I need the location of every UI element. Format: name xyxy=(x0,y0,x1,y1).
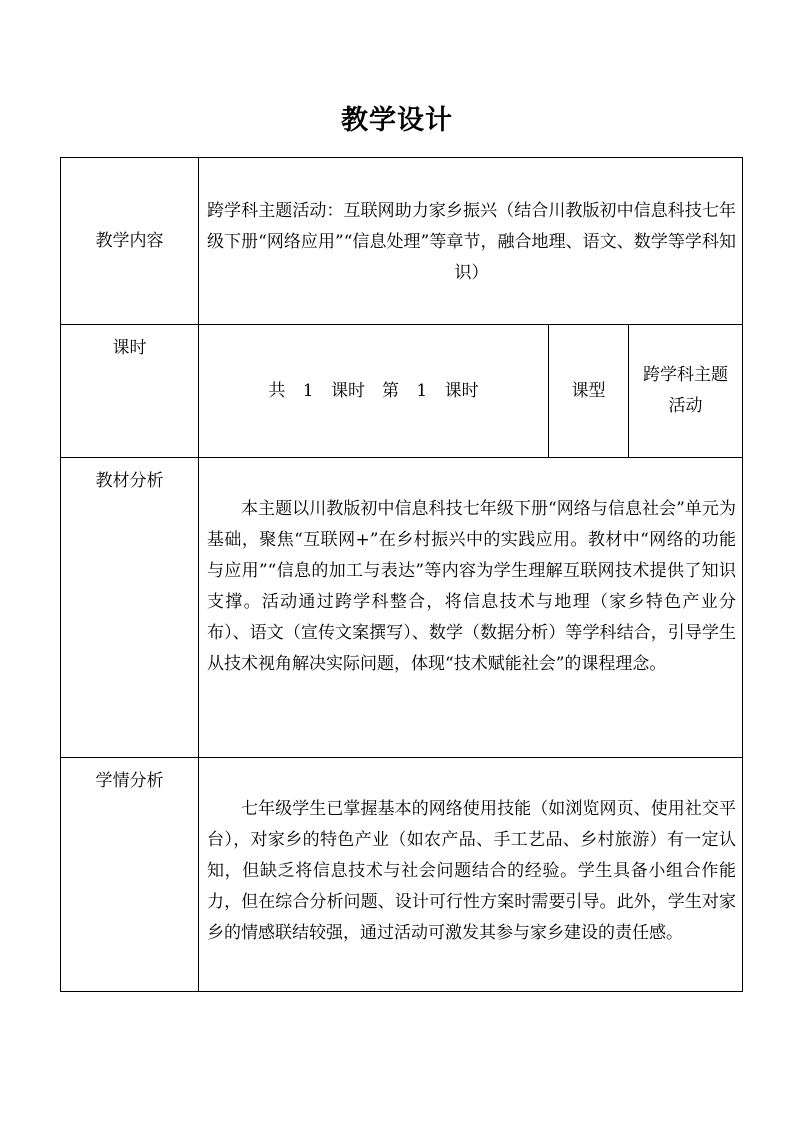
material-analysis-text: 本主题以川教版初中信息科技七年级下册“网络与信息社会”单元为基础，聚焦“互联网+”在乡村振兴中的实践应用。教材中“网络的功能与应用”“信息的加工与表达”等内容为学生理解互联网技术提供了知识支撑。活动通过跨学科整合，将信息技术与地理（家乡特色产业分布）、语文（宣传文案撰写）、数学（数据分析）等学科结合，引导学生从技术视角解决实际问题，体现“技术赋能社会”的课程理念。 xyxy=(199,458,743,758)
row-student-analysis xyxy=(61,758,743,992)
student-analysis-label: 学情分析 xyxy=(61,758,199,992)
lesson-type-label: 课型 xyxy=(549,325,629,458)
teaching-content-text: 跨学科主题活动：互联网助力家乡振兴（结合川教版初中信息科技七年级下册“网络应用”“信息处理”等章节，融合地理、语文、数学等学科知识） xyxy=(199,158,743,325)
class-period-label: 课时 xyxy=(61,325,199,458)
row-material-analysis xyxy=(61,458,743,758)
teaching-content-label: 教学内容 xyxy=(61,158,199,325)
document-title: 教学设计 xyxy=(341,105,453,136)
row-teaching-content xyxy=(61,158,743,325)
lesson-design-table xyxy=(60,157,743,992)
lesson-type-value: 跨学科主题活动 xyxy=(629,325,743,458)
class-period-value: 共 1 课时 第 1 课时 xyxy=(199,325,549,458)
student-analysis-text: 七年级学生已掌握基本的网络使用技能（如浏览网页、使用社交平台），对家乡的特色产业（如农产品、手工艺品、乡村旅游）有一定认知，但缺乏将信息技术与社会问题结合的经验。学生具备小组合作能力，但在综合分析问题、设计可行性方案时需要引导。此外，学生对家乡的情感联结较强，通过活动可激发其参与家乡建设的责任感。 xyxy=(199,758,743,992)
material-analysis-label: 教材分析 xyxy=(61,458,199,758)
row-class-period xyxy=(61,325,743,458)
